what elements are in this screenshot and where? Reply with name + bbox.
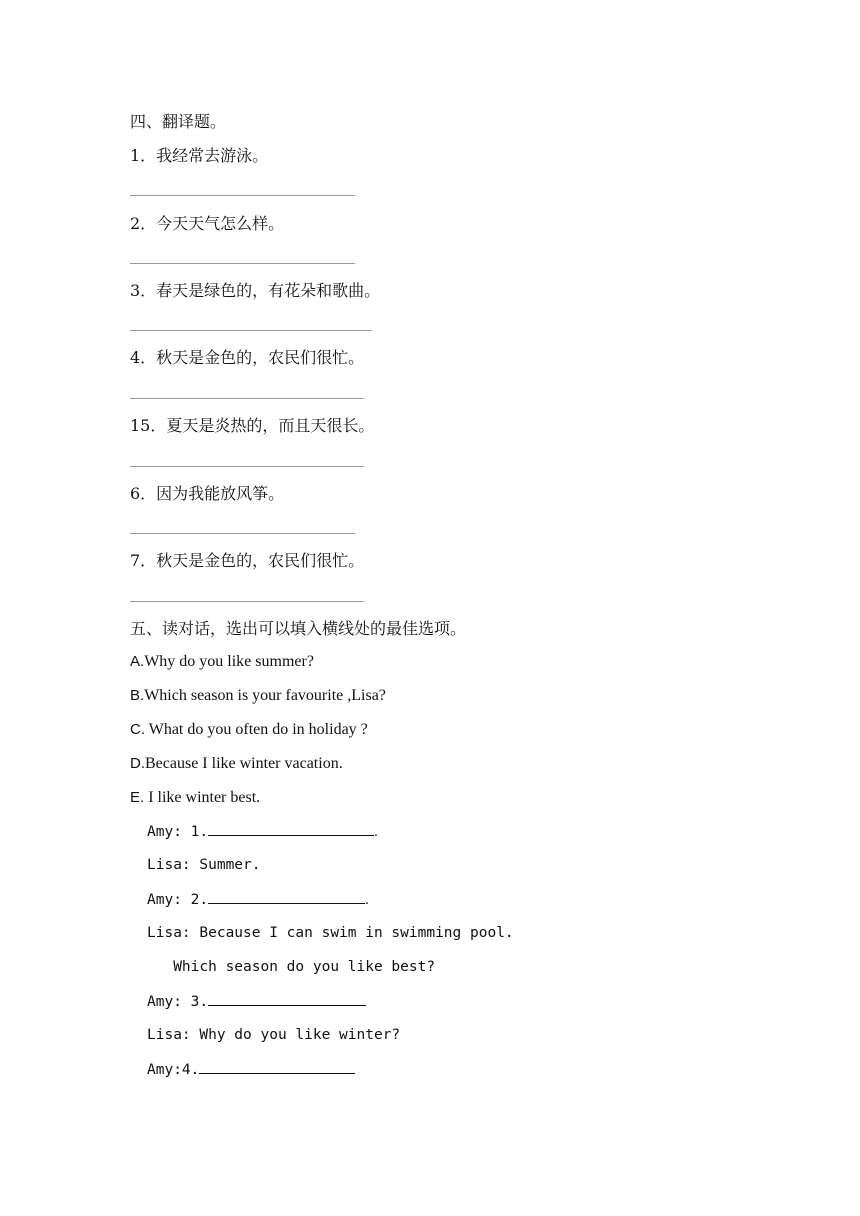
translation-item-5: 15．夏天是炎热的，而且天很长。 bbox=[130, 416, 375, 435]
section-5-heading: 五、读对话，选出可以填入横线处的最佳选项。 bbox=[130, 619, 467, 638]
option-b: B.Which season is your favourite ,Lisa? bbox=[130, 687, 386, 704]
dialogue-line-7: Lisa: Why do you like winter? bbox=[147, 1027, 401, 1043]
dialogue-line-4: Lisa: Because I can swim in swimming pool. bbox=[147, 925, 514, 941]
translation-item-7: 7．秋天是金色的，农民们很忙。 bbox=[130, 551, 365, 570]
option-c: C. What do you often do in holiday ? bbox=[130, 721, 368, 738]
dialogue-line-6: Amy: 3. bbox=[147, 991, 366, 1012]
dialogue-blank-1 bbox=[208, 821, 374, 836]
answer-line-4 bbox=[130, 398, 364, 399]
dialogue-line-5: Which season do you like best? bbox=[147, 959, 436, 975]
option-d: D.Because I like winter vacation. bbox=[130, 755, 343, 772]
dialogue-line-2: Lisa: Summer. bbox=[147, 857, 261, 873]
dialogue-line-8: Amy:4. bbox=[147, 1059, 355, 1080]
dialogue-blank-2 bbox=[208, 889, 365, 904]
option-e: E. I like winter best. bbox=[130, 789, 261, 806]
answer-line-5 bbox=[130, 466, 364, 467]
dialogue-blank-3 bbox=[208, 991, 366, 1006]
dialogue-blank-4 bbox=[199, 1059, 355, 1074]
answer-line-6 bbox=[130, 533, 355, 534]
answer-line-1 bbox=[130, 195, 355, 196]
translation-item-6: 6．因为我能放风筝。 bbox=[130, 484, 285, 503]
answer-line-7 bbox=[130, 601, 364, 602]
translation-item-2: 2．今天天气怎么样。 bbox=[130, 214, 285, 233]
translation-item-4: 4．秋天是金色的，农民们很忙。 bbox=[130, 348, 365, 367]
dialogue-line-3: Amy: 2. . bbox=[147, 889, 369, 910]
dialogue-line-1: Amy: 1. . bbox=[147, 821, 378, 842]
translation-item-1: 1．我经常去游泳。 bbox=[130, 146, 269, 165]
option-a: A.Why do you like summer? bbox=[130, 653, 314, 670]
translation-item-3: 3．春天是绿色的，有花朵和歌曲。 bbox=[130, 281, 381, 300]
section-4-heading: 四、翻译题。 bbox=[130, 112, 227, 131]
answer-line-2 bbox=[130, 263, 355, 264]
answer-line-3 bbox=[130, 330, 372, 331]
